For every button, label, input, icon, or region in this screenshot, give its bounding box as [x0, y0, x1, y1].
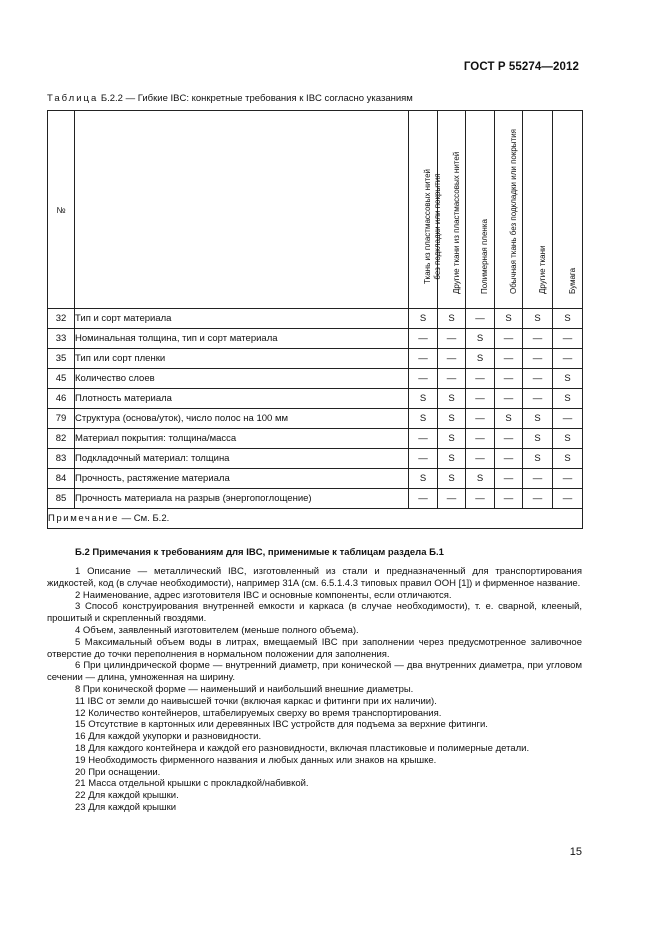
row-requirement: Материал покрытия: толщина/масса — [75, 429, 409, 449]
document-id: ГОСТ Р 55274—2012 — [463, 61, 579, 73]
cell-value: — — [495, 449, 523, 469]
cell-value: S — [438, 469, 466, 489]
table-caption — [47, 93, 413, 104]
cell-value: — — [438, 349, 466, 369]
note-item: 21 Масса отдельной крышки с прокладкой/набивкой. — [75, 778, 309, 790]
cell-value: S — [495, 409, 523, 429]
note-item: 6 При цилиндрической форме — внутренний диаметр, при конической — два внутренних диаметра, при угловом сечении — длина, умноженная на ширину. — [47, 660, 582, 684]
column-header-plain-fabric-label: Обычная ткань без подкладки или покрытия — [508, 128, 518, 294]
note-item: 20 При оснащении. — [75, 766, 161, 778]
cell-value: — — [523, 389, 553, 409]
cell-value: — — [523, 369, 553, 389]
cell-value: S — [438, 429, 466, 449]
table-note — [48, 509, 583, 529]
cell-value: S — [466, 349, 495, 369]
table-caption-prefix: Таблица — [47, 93, 99, 104]
cell-value: — — [495, 329, 523, 349]
column-header-plastic-fabric-line2: без подкладки или покрытия — [433, 173, 442, 280]
requirements-table — [47, 110, 583, 529]
cell-value: S — [466, 329, 495, 349]
cell-value: — — [495, 369, 523, 389]
table-row — [48, 329, 583, 349]
note-item: 11 IBC от земли до наивысшей точки (включая каркас и фитинги при их наличии). — [75, 695, 437, 707]
cell-value: — — [523, 329, 553, 349]
column-header-other-fabrics — [523, 111, 553, 309]
row-requirement: Прочность материала на разрыв (энергопоглощение) — [75, 489, 409, 509]
cell-value: S — [438, 409, 466, 429]
cell-value: S — [523, 309, 553, 329]
note-item: 16 Для каждой укупорки и разновидности. — [75, 731, 262, 743]
row-number: 35 — [48, 349, 75, 369]
cell-value: — — [438, 329, 466, 349]
cell-value: — — [495, 389, 523, 409]
table-row — [48, 489, 583, 509]
cell-value: — — [466, 389, 495, 409]
note-item: 22 Для каждой крышки. — [75, 790, 179, 802]
table-row — [48, 349, 583, 369]
note-item: 1 Описание — металлический IBC, изготовленный из стали и предназначенный для транспортирования жидкостей, код (в случае необходимости), например 31A (см. 6.5.1.4.3 типовых правил ООН [1]) и фирменное название. — [47, 566, 582, 589]
cell-value: S — [409, 309, 438, 329]
page-number: 15 — [569, 846, 582, 858]
cell-value: — — [495, 429, 523, 449]
row-number: 45 — [48, 369, 75, 389]
cell-value: — — [409, 429, 438, 449]
row-requirement: Количество слоев — [75, 369, 409, 389]
table-row — [48, 449, 583, 469]
note-item: 4 Объем, заявленный изготовителем (меньше полного объема). — [75, 624, 359, 636]
column-header-other-fabrics-label: Другие ткани — [537, 245, 547, 294]
column-header-name — [75, 111, 409, 309]
row-requirement: Прочность, растяжение материала — [75, 469, 409, 489]
row-number: 79 — [48, 409, 75, 429]
column-header-plastic-fabric-line1: Ткань из пластмассовых нитей — [423, 168, 432, 284]
table-caption-text: Б.2.2 — Гибкие IBC: конкретные требования к IBC согласно указаниям — [98, 93, 413, 104]
row-requirement: Плотность материала — [75, 389, 409, 409]
cell-value: S — [553, 309, 583, 329]
table-row — [48, 429, 583, 449]
cell-value: S — [409, 389, 438, 409]
table-row — [48, 389, 583, 409]
cell-value: S — [523, 449, 553, 469]
row-number: 32 — [48, 309, 75, 329]
cell-value: S — [438, 449, 466, 469]
cell-value: — — [466, 429, 495, 449]
column-header-other-plastic-fabric — [438, 111, 466, 309]
cell-value: — — [409, 329, 438, 349]
table-note-label: Примечание — [48, 513, 119, 524]
cell-value: — — [495, 469, 523, 489]
row-number: 84 — [48, 469, 75, 489]
note-item: 5 Максимальный объем воды в литрах, вмещаемый IBC при заполнении через предусмотренное заливочное отверстие до точки переполнения в нормальном положении для заполнения. — [47, 636, 582, 660]
cell-value: S — [409, 469, 438, 489]
column-header-paper-label: Бумага — [567, 267, 577, 294]
cell-value: — — [553, 489, 583, 509]
table-row — [48, 369, 583, 389]
column-header-number: № — [48, 111, 75, 309]
row-number: 46 — [48, 389, 75, 409]
cell-value: S — [438, 309, 466, 329]
column-header-plastic-fabric — [409, 111, 442, 309]
row-requirement: Тип или сорт пленки — [75, 349, 409, 369]
cell-value: — — [523, 349, 553, 369]
note-item: 18 Для каждого контейнера и каждой его разновидности, включая пластиковые и полимерные детали. — [75, 742, 530, 754]
cell-value: — — [466, 489, 495, 509]
table-note-text: — См. Б.2. — [119, 513, 170, 524]
row-number: 33 — [48, 329, 75, 349]
cell-value: S — [553, 389, 583, 409]
cell-value: — — [495, 489, 523, 509]
cell-value: — — [438, 489, 466, 509]
cell-value: — — [409, 489, 438, 509]
note-item: 19 Необходимость фирменного названия и любых данных или знаков на крышке. — [75, 754, 437, 766]
note-item: 2 Наименование, адрес изготовителя IBC и основные компоненты, если отличаются. — [75, 589, 452, 601]
table-header-row — [48, 111, 583, 309]
cell-value: S — [409, 409, 438, 429]
cell-value: — — [553, 469, 583, 489]
row-number: 83 — [48, 449, 75, 469]
column-header-other-plastic-fabric-label: Другие ткани из пластмассовых нитей — [451, 151, 461, 294]
cell-value: — — [523, 469, 553, 489]
column-header-plain-fabric — [495, 111, 523, 309]
table-note-row — [48, 509, 583, 529]
cell-value: — — [466, 369, 495, 389]
cell-value: — — [409, 449, 438, 469]
note-item: 12 Количество контейнеров, штабелируемых сверху во время транспортирования. — [75, 707, 442, 719]
cell-value: — — [523, 489, 553, 509]
table-row — [48, 309, 583, 329]
note-item: 15 Отсутствие в картонных или деревянных IBC устройств для подъема за верхние фитинги. — [75, 719, 488, 731]
row-number: 82 — [48, 429, 75, 449]
cell-value: S — [523, 409, 553, 429]
section-title: Б.2 Примечания к требованиям для IBC, применимые к таблицам раздела Б.1 — [75, 547, 444, 558]
table-row — [48, 409, 583, 429]
cell-value: S — [553, 429, 583, 449]
cell-value: S — [553, 369, 583, 389]
cell-value: — — [438, 369, 466, 389]
column-header-polymer-film — [466, 111, 495, 309]
section-notes — [47, 566, 582, 814]
cell-value: S — [438, 389, 466, 409]
note-item: 23 Для каждой крышки — [75, 801, 177, 813]
row-requirement: Тип и сорт материала — [75, 309, 409, 329]
cell-value: — — [553, 409, 583, 429]
row-requirement: Структура (основа/уток), число полос на 100 мм — [75, 409, 409, 429]
cell-value: — — [466, 309, 495, 329]
cell-value: — — [553, 349, 583, 369]
cell-value: — — [466, 449, 495, 469]
row-requirement: Подкладочный материал: толщина — [75, 449, 409, 469]
cell-value: S — [553, 449, 583, 469]
row-number: 85 — [48, 489, 75, 509]
cell-value: S — [466, 469, 495, 489]
column-header-polymer-film-label: Полимерная пленка — [480, 219, 489, 294]
cell-value: S — [523, 429, 553, 449]
cell-value: — — [409, 349, 438, 369]
table-row — [48, 469, 583, 489]
note-item: 3 Способ конструирования внутренней емкости и каркаса (в случае необходимости), т. е. сварной, клееный, прошитый и скрепленный гвоздями. — [47, 601, 582, 625]
cell-value: — — [553, 329, 583, 349]
cell-value: — — [466, 409, 495, 429]
note-item: 8 При конической форме — наименьший и наибольший внешние диаметры. — [75, 683, 414, 695]
column-header-paper — [553, 111, 583, 309]
cell-value: — — [409, 369, 438, 389]
row-requirement: Номинальная толщина, тип и сорт материала — [75, 329, 409, 349]
cell-value: S — [495, 309, 523, 329]
cell-value: — — [495, 349, 523, 369]
